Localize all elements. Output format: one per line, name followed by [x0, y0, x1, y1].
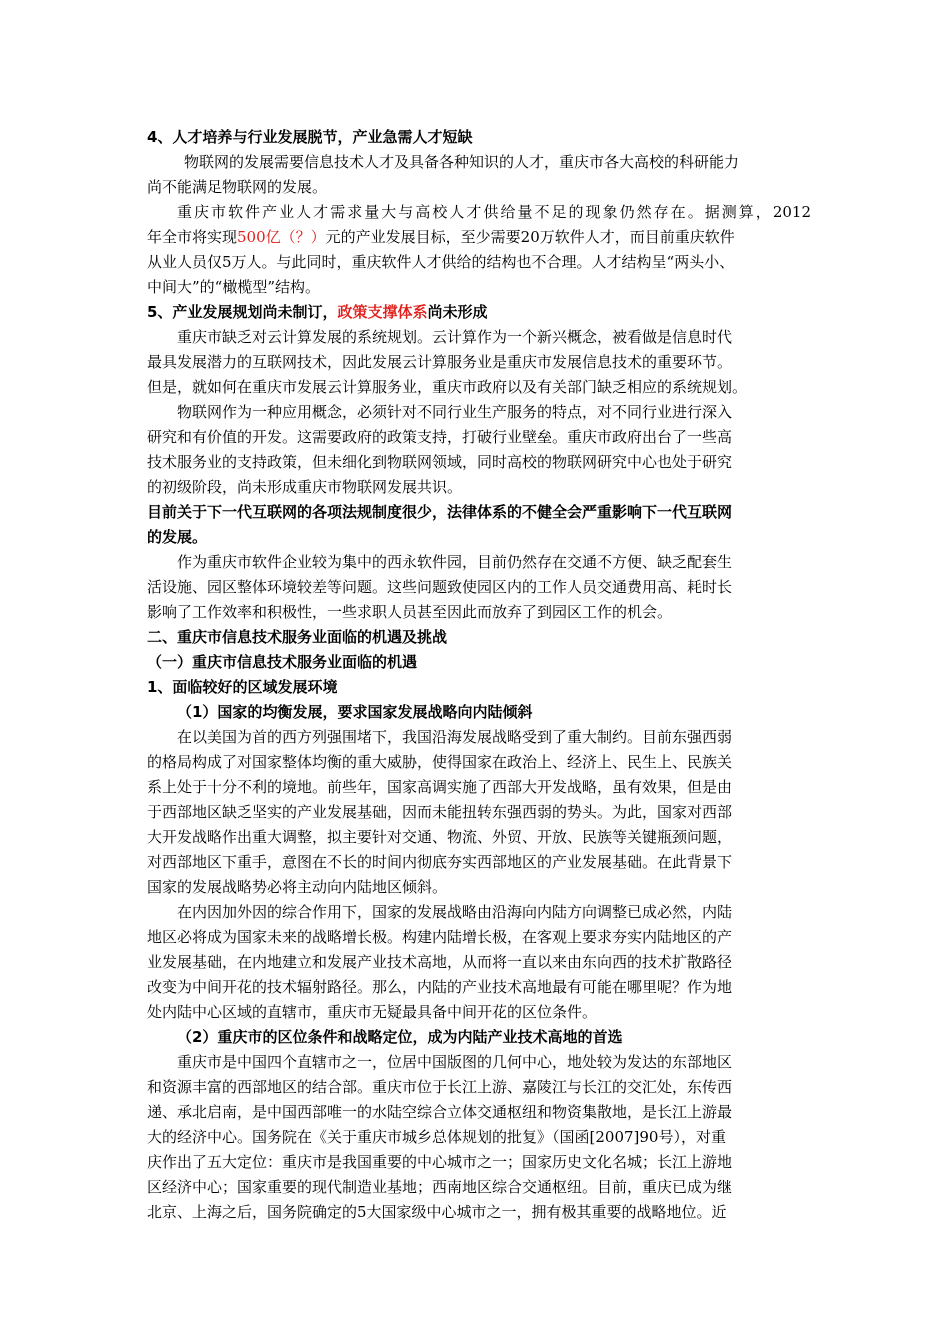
para-line: 处内陆中心区域的直辖市，重庆市无疑最具备中间开花的区位条件。: [147, 1003, 598, 1021]
para-text: 元的产业发展目标，至少需要20万软件人才，而目前重庆软件: [325, 228, 735, 246]
para-line: 对西部地区下重手，意图在不长的时间内彻底夯实西部地区的产业发展基础。在此背景下: [147, 853, 733, 871]
para-line: 大的经济中心。国务院在《关于重庆市城乡总体规划的批复》（国函[2007]90号），对重: [147, 1128, 726, 1146]
para-line: 物联网的发展需要信息技术人才及具备各种知识的人才，重庆市各大高校的科研能力: [184, 153, 740, 171]
para-line: 作为重庆市软件企业较为集中的西永软件园，目前仍然存在交通不方便、缺乏配套生: [177, 553, 733, 571]
para-line: 物联网作为一种应用概念，必须针对不同行业生产服务的特点，对不同行业进行深入: [177, 403, 733, 421]
para-line: 地区必将成为国家未来的战略增长极。构建内陆增长极，在客观上要求夯实内陆地区的产: [147, 928, 733, 946]
para-line: 影响了工作效率和积极性，一些求职人员甚至因此而放弃了到园区工作的机会。: [147, 603, 673, 621]
para-line: 从业人员仅5万人。与此同时，重庆软件人才供给的结构也不合理。人才结构呈“两头小、: [147, 253, 735, 271]
heading-section-2: 二、重庆市信息技术服务业面临的机遇及挑战: [147, 628, 448, 646]
heading-1: 1、面临较好的区域发展环境: [147, 678, 338, 696]
para-line: 的初级阶段，尚未形成重庆市物联网发展共识。: [147, 478, 463, 496]
para-line: 递、承北启南，是中国西部唯一的水陆空综合立体交通枢纽和物资集散地，是长江上游最: [147, 1103, 733, 1121]
para-line-with-highlight: [147, 225, 811, 250]
heading-text: 尚未形成: [427, 303, 488, 321]
para-line: 区经济中心；国家重要的现代制造业基地；西南地区综合交通枢纽。目前，重庆已成为继: [147, 1178, 733, 1196]
para-line: 中间大”的“橄榄型”结构。: [147, 278, 321, 296]
para-line: 庆作出了五大定位：重庆市是我国重要的中心城市之一；国家历史文化名城；长江上游地: [147, 1153, 733, 1171]
para-line: 但是，就如何在重庆市发展云计算服务业，重庆市政府以及有关部门缺乏相应的系统规划。: [147, 378, 748, 396]
heading-text: 5、产业发展规划尚未制订，: [147, 303, 338, 321]
para-line: 和资源丰富的西部地区的结合部。重庆市位于长江上游、嘉陵江与长江的交汇处，东传西: [147, 1078, 733, 1096]
para-line: 尚不能满足物联网的发展。: [147, 178, 328, 196]
para-line: 大开发战略作出重大调整，拟主要针对交通、物流、外贸、开放、民族等关键瓶颈问题，: [147, 828, 733, 846]
heading-1-2: （2）重庆市的区位条件和战略定位，成为内陆产业技术高地的首选: [177, 1028, 623, 1046]
para-line: 北京、上海之后，国务院确定的5大国家级中心城市之一，拥有极其重要的战略地位。近: [147, 1203, 727, 1221]
para-line: 技术服务业的支持政策，但未细化到物联网领域，同时高校的物联网研究中心也处于研究: [147, 453, 733, 471]
para-line: 在内因加外因的综合作用下，国家的发展战略由沿海向内陆方向调整已成必然，内陆: [177, 903, 733, 921]
para-line: 业发展基础，在内地建立和发展产业技术高地，从而将一直以来由东向西的技术扩散路径: [147, 953, 733, 971]
highlight-red-text: 500亿（？）: [237, 228, 326, 246]
bold-statement: 目前关于下一代互联网的各项法规制度很少，法律体系的不健全会严重影响下一代互联网: [147, 503, 733, 521]
para-line: 活设施、园区整体环境较差等问题。这些问题致使园区内的工作人员交通费用高、耗时长: [147, 578, 733, 596]
para-line: 重庆市缺乏对云计算发展的系统规划。云计算作为一个新兴概念，被看做是信息时代: [177, 328, 733, 346]
heading-1-1: （1）国家的均衡发展，要求国家发展战略向内陆倾斜: [177, 703, 533, 721]
para-line: 重庆市软件产业人才需求量大与高校人才供给量不足的现象仍然存在。据测算，2012: [177, 203, 811, 221]
bold-statement: 的发展。: [147, 528, 208, 546]
document-page: [147, 125, 811, 1225]
highlight-red-text: 政策支撑体系: [337, 303, 428, 321]
heading-subsection-1: （一）重庆市信息技术服务业面临的机遇: [147, 653, 418, 671]
heading-5: [147, 300, 811, 325]
para-line: 于西部地区缺乏坚实的产业发展基础，因而未能扭转东强西弱的势头。为此，国家对西部: [147, 803, 733, 821]
para-line: 在以美国为首的西方列强围堵下，我国沿海发展战略受到了重大制约。目前东强西弱: [177, 728, 733, 746]
para-line: 的格局构成了对国家整体均衡的重大威胁，使得国家在政治上、经济上、民生上、民族关: [147, 753, 733, 771]
para-line: 系上处于十分不利的境地。前些年，国家高调实施了西部大开发战略，虽有效果，但是由: [147, 778, 733, 796]
para-text: 年全市将实现: [147, 228, 238, 246]
heading-4: 4、人才培养与行业发展脱节，产业急需人才短缺: [147, 128, 473, 146]
para-line: 研究和有价值的开发。这需要政府的政策支持，打破行业壁垒。重庆市政府出台了一些高: [147, 428, 733, 446]
para-line: 改变为中间开花的技术辐射路径。那么，内陆的产业技术高地最有可能在哪里呢？作为地: [147, 978, 733, 996]
para-line: 重庆市是中国四个直辖市之一，位居中国版图的几何中心，地处较为发达的东部地区: [177, 1053, 733, 1071]
para-line: 最具发展潜力的互联网技术，因此发展云计算服务业是重庆市发展信息技术的重要环节。: [147, 353, 733, 371]
para-line: 国家的发展战略势必将主动向内陆地区倾斜。: [147, 878, 448, 896]
